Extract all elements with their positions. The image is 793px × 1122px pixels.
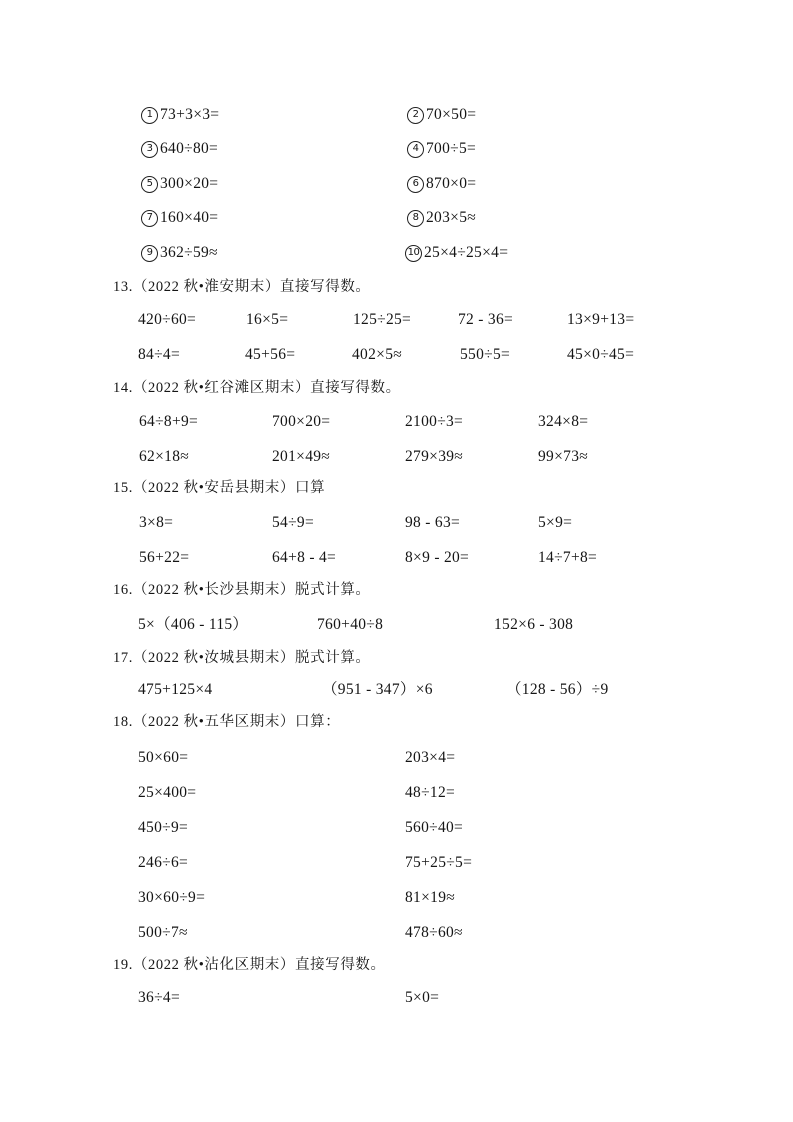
math-expression: 2100÷3= bbox=[405, 413, 464, 430]
question-heading: 19.（2022 秋•沾化区期末）直接写得数。 bbox=[113, 957, 386, 973]
circled-number: 1 bbox=[141, 107, 158, 124]
math-expression: 160×40= bbox=[160, 209, 219, 226]
question-heading: 16.（2022 秋•长沙县期末）脱式计算。 bbox=[113, 582, 371, 598]
math-expression: 478÷60≈ bbox=[405, 924, 463, 941]
question-heading: 17.（2022 秋•汝城县期末）脱式计算。 bbox=[113, 650, 371, 666]
circled-number: 4 bbox=[407, 141, 424, 158]
math-expression: 99×73≈ bbox=[538, 448, 589, 465]
math-expression: 25×4÷25×4= bbox=[424, 244, 509, 261]
math-expression: 402×5≈ bbox=[352, 346, 403, 363]
math-expression: （128 - 56）÷9 bbox=[506, 681, 609, 698]
circled-number: 3 bbox=[141, 141, 158, 158]
math-expression: 5×0= bbox=[405, 989, 440, 1006]
math-expression: 98 - 63= bbox=[405, 514, 461, 531]
math-expression: 45+56= bbox=[245, 346, 296, 363]
circled-problem bbox=[405, 243, 508, 263]
math-expression: 640÷80= bbox=[160, 140, 219, 157]
circled-number: 5 bbox=[141, 176, 158, 193]
circled-problem bbox=[141, 174, 218, 194]
math-expression: 73+3×3= bbox=[160, 106, 220, 123]
circled-problem bbox=[141, 105, 219, 125]
math-expression: 362÷59≈ bbox=[160, 244, 218, 261]
circled-number: 10 bbox=[405, 245, 422, 262]
math-expression: 700÷5= bbox=[426, 140, 477, 157]
math-expression: 84÷4= bbox=[138, 346, 180, 363]
math-expression: 13×9+13= bbox=[567, 311, 635, 328]
math-expression: 64+8 - 4= bbox=[272, 549, 337, 566]
circled-problem bbox=[407, 208, 476, 228]
math-expression: 203×4= bbox=[405, 749, 456, 766]
circled-problem bbox=[141, 139, 218, 159]
circled-problem bbox=[407, 174, 476, 194]
math-expression: 56+22= bbox=[139, 549, 190, 566]
question-heading: 14.（2022 秋•红谷滩区期末）直接写得数。 bbox=[113, 380, 401, 396]
math-expression: 5×9= bbox=[538, 514, 573, 531]
math-expression: 5×（406 - 115） bbox=[138, 616, 249, 633]
math-expression: 760+40÷8 bbox=[317, 616, 384, 633]
math-expression: 203×5≈ bbox=[426, 209, 477, 226]
math-expression: 300×20= bbox=[160, 175, 219, 192]
math-expression: 62×18≈ bbox=[139, 448, 190, 465]
math-expression: 72 - 36= bbox=[458, 311, 514, 328]
math-expression: 870×0= bbox=[426, 175, 477, 192]
math-expression: 475+125×4 bbox=[138, 681, 213, 698]
math-expression: 81×19≈ bbox=[405, 889, 456, 906]
question-heading: 13.（2022 秋•淮安期末）直接写得数。 bbox=[113, 279, 371, 295]
math-expression: 324×8= bbox=[538, 413, 589, 430]
math-expression: 450÷9= bbox=[138, 819, 189, 836]
math-expression: 50×60= bbox=[138, 749, 189, 766]
math-expression: 75+25÷5= bbox=[405, 854, 473, 871]
math-expression: 8×9 - 20= bbox=[405, 549, 470, 566]
math-expression: 54÷9= bbox=[272, 514, 314, 531]
math-expression: 25×400= bbox=[138, 784, 197, 801]
math-expression: 201×49≈ bbox=[272, 448, 331, 465]
math-expression: 246÷6= bbox=[138, 854, 189, 871]
circled-number: 6 bbox=[407, 176, 424, 193]
math-expression: 420÷60= bbox=[138, 311, 197, 328]
question-heading: 15.（2022 秋•安岳县期末）口算 bbox=[113, 480, 326, 496]
math-expression: 70×50= bbox=[426, 106, 477, 123]
math-expression: 125÷25= bbox=[353, 311, 412, 328]
math-expression: 14÷7+8= bbox=[538, 549, 598, 566]
circled-problem bbox=[141, 243, 218, 263]
circled-problem bbox=[407, 139, 476, 159]
circled-number: 7 bbox=[141, 210, 158, 227]
circled-number: 8 bbox=[407, 210, 424, 227]
math-expression: 152×6 - 308 bbox=[494, 616, 574, 633]
math-expression: 500÷7≈ bbox=[138, 924, 188, 941]
math-expression: 560÷40= bbox=[405, 819, 464, 836]
math-expression: 64÷8+9= bbox=[139, 413, 199, 430]
circled-problem bbox=[141, 208, 218, 228]
math-expression: 700×20= bbox=[272, 413, 331, 430]
math-expression: 48÷12= bbox=[405, 784, 456, 801]
math-expression: 3×8= bbox=[139, 514, 174, 531]
question-heading: 18.（2022 秋•五华区期末）口算： bbox=[113, 714, 341, 730]
circled-number: 9 bbox=[141, 245, 158, 262]
math-expression: （951 - 347）×6 bbox=[322, 681, 433, 698]
math-expression: 36÷4= bbox=[138, 989, 180, 1006]
math-expression: 550÷5= bbox=[460, 346, 511, 363]
circled-number: 2 bbox=[407, 107, 424, 124]
circled-problem bbox=[407, 105, 476, 125]
math-expression: 45×0÷45= bbox=[567, 346, 635, 363]
math-expression: 279×39≈ bbox=[405, 448, 464, 465]
math-expression: 30×60÷9= bbox=[138, 889, 206, 906]
math-expression: 16×5= bbox=[246, 311, 289, 328]
